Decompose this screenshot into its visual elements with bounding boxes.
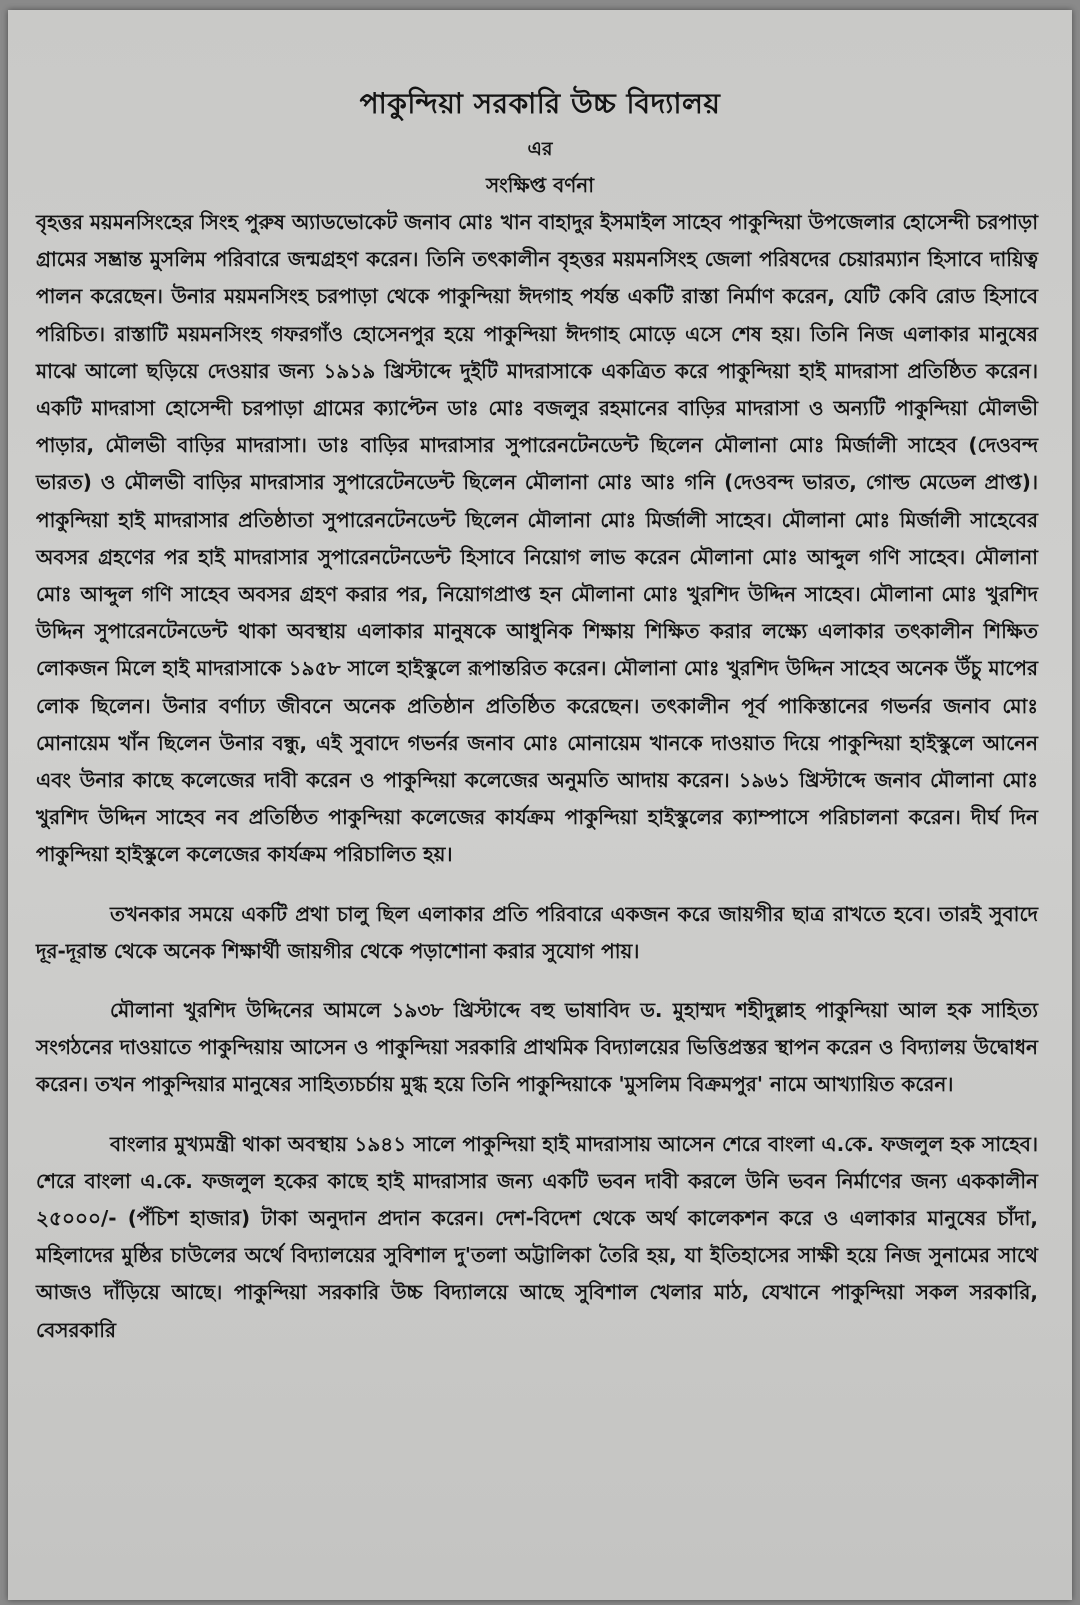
document-body — [8, 204, 1072, 1349]
document-title: পাকুন্দিয়া সরকারি উচ্চ বিদ্যালয় — [359, 87, 721, 120]
paragraph-history: বৃহত্তর ময়মনসিংহের সিংহ পুরুষ অ্যাডভোকেট জনাব মোঃ খান বাহাদুর ইসমাইল সাহেব পাকুন্দিয়া উপজেলার হোসেন্দী চরপাড়া গ্রামের সম্ভ্রান্ত মুসলিম পরিবারে জন্মগ্রহণ করেন। তিনি তৎকালীন বৃহত্তর ময়মনসিংহ জেলা পরিষদের চেয়ারম্যান হিসাবে দায়িত্ব পালন করেছেন। উনার ময়মনসিংহ চরপাড়া থেকে পাকুন্দিয়া ঈদগাহ পর্যন্ত একটি রাস্তা নির্মাণ করেন, যেটি কেবি রোড হিসাবে পরিচিত। রাস্তাটি ময়মনসিংহ গফরগাঁও হোসেনপুর হয়ে পাকুন্দিয়া ঈদগাহ মোড়ে এসে শেষ হয়। তিনি নিজ এলাকার মানুষের মাঝে আলো ছড়িয়ে দেওয়ার জন্য ১৯১৯ খ্রিস্টাব্দে দুইটি মাদরাসাকে একত্রিত করে পাকুন্দিয়া হাই মাদরাসা প্রতিষ্ঠিত করেন। একটি মাদরাসা হোসেন্দী চরপাড়া গ্রামের ক্যাপ্টেন ডাঃ মোঃ বজলুর রহমানের বাড়ির মাদরাসা ও অন্যটি পাকুন্দিয়া মৌলভী পাড়ার, মৌলভী বাড়ির মাদরাসা। ডাঃ বাড়ির মাদরাসার সুপারেনটেনডেন্ট ছিলেন মৌলানা মোঃ মির্জালী সাহেব (দেওবন্দ ভারত) ও মৌলভী বাড়ির মাদরাসার সুপারেটেনডেন্ট ছিলেন মৌলানা মোঃ আঃ গনি (দেওবন্দ ভারত, গোল্ড মেডেল প্রাপ্ত)। পাকুন্দিয়া হাই মাদরাসার প্রতিষ্ঠাতা সুপারেনটেনডেন্ট ছিলেন মৌলানা মোঃ মির্জালী সাহেব। মৌলানা মোঃ মির্জালী সাহেবের অবসর গ্রহণের পর হাই মাদরাসার সুপারেনটেনডেন্ট হিসাবে নিয়োগ লাভ করেন মৌলানা মোঃ আব্দুল গণি সাহেব। মৌলানা মোঃ আব্দুল গণি সাহেব অবসর গ্রহণ করার পর, নিয়োগপ্রাপ্ত হন মৌলানা মোঃ খুরশিদ উদ্দিন সাহেব। মৌলানা মোঃ খুরশিদ উদ্দিন সুপারেনটেনডেন্ট থাকা অবস্থায় এলাকার মানুষকে আধুনিক শিক্ষায় শিক্ষিত করার লক্ষ্যে এলাকার তৎকালীন শিক্ষিত লোকজন মিলে হাই মাদরাসাকে ১৯৫৮ সালে হাইস্কুলে রূপান্তরিত করেন। মৌলানা মোঃ খুরশিদ উদ্দিন সাহেব অনেক উঁচু মাপের লোক ছিলেন। উনার বর্ণাঢ্য জীবনে অনেক প্রতিষ্ঠান প্রতিষ্ঠিত করেছেন। তৎকালীন পূর্ব পাকিস্তানের গভর্নর জনাব মোঃ মোনায়েম খাঁন ছিলেন উনার বন্ধু, এই সুবাদে গভর্নর জনাব মোঃ মোনায়েম খানকে দাওয়াত দিয়ে পাকুন্দিয়া হাইস্কুলে আনেন এবং উনার কাছে কলেজের দাবী করেন ও পাকুন্দিয়া কলেজের অনুমতি আদায় করেন। ১৯৬১ খ্রিস্টাব্দে জনাব মৌলানা মোঃ খুরশিদ উদ্দিন সাহেব নব প্রতিষ্ঠিত পাকুন্দিয়া কলেজের কার্যক্রম পাকুন্দিয়া হাইস্কুলের ক্যাম্পাসে পরিচালনা করেন। দীর্ঘ দিন পাকুন্দিয়া হাইস্কুলে কলেজের কার্যক্রম পরিচালিত হয়। — [36, 210, 1038, 867]
document-header — [8, 82, 1072, 204]
paragraph-sher-e-bangla: বাংলার মুখ্যমন্ত্রী থাকা অবস্থায় ১৯৪১ সালে পাকুন্দিয়া হাই মাদরাসায় আসেন শেরে বাংলা এ.কে. ফজলুল হক সাহেব। শেরে বাংলা এ.কে. ফজলুল হকের কাছে হাই মাদরাসার জন্য একটি ভবন দাবী করলে উনি ভবন নির্মাণের জন্য এককালীন ২৫০০০/- (পঁচিশ হাজার) টাকা অনুদান প্রদান করেন। দেশ-বিদেশ থেকে অর্থ কালেকশন করে ও এলাকার মানুষের চাঁদা, মহিলাদের মুষ্ঠির চাউলের অর্থে বিদ্যালয়ের সুবিশাল দু'তলা অট্টালিকা তৈরি হয়, যা ইতিহাসের সাক্ষী হয়ে নিজ সুনামের সাথে আজও দাঁড়িয়ে আছে। পাকুন্দিয়া সরকারি উচ্চ বিদ্যালয়ে আছে সুবিশাল খেলার মাঠ, যেখানে পাকুন্দিয়া সকল সরকারি, বেসরকারি — [36, 1131, 1038, 1342]
document-page — [8, 10, 1072, 1600]
section-heading: সংক্ষিপ্ত বর্ণনা — [485, 173, 595, 197]
document-subtitle: এর — [527, 138, 553, 160]
paragraph-shahidullah: মৌলানা খুরশিদ উদ্দিনের আমলে ১৯৩৮ খ্রিস্টাব্দে বহু ভাষাবিদ ড. মুহাম্মদ শহীদুল্লাহ পাকুন্দিয়া আল হক সাহিত্য সংগঠনের দাওয়াতে পাকুন্দিয়ায় আসেন ও পাকুন্দিয়া সরকারি প্রাথমিক বিদ্যালয়ের ভিত্তিপ্রস্তর স্থাপন করেন ও বিদ্যালয় উদ্বোধন করেন। তখন পাকুন্দিয়ার মানুষের সাহিত্যচর্চায় মুগ্ধ হয়ে তিনি পাকুন্দিয়াকে 'মুসলিম বিক্রমপুর' নামে আখ্যায়িত করেন। — [36, 998, 1038, 1097]
paragraph-jaygir: তখনকার সময়ে একটি প্রথা চালু ছিল এলাকার প্রতি পরিবারে একজন করে জায়গীর ছাত্র রাখতে হবে। তারই সুবাদে দূর-দূরান্ত থেকে অনেক শিক্ষার্থী জায়গীর থেকে পড়াশোনা করার সুযোগ পায়। — [36, 901, 1038, 963]
